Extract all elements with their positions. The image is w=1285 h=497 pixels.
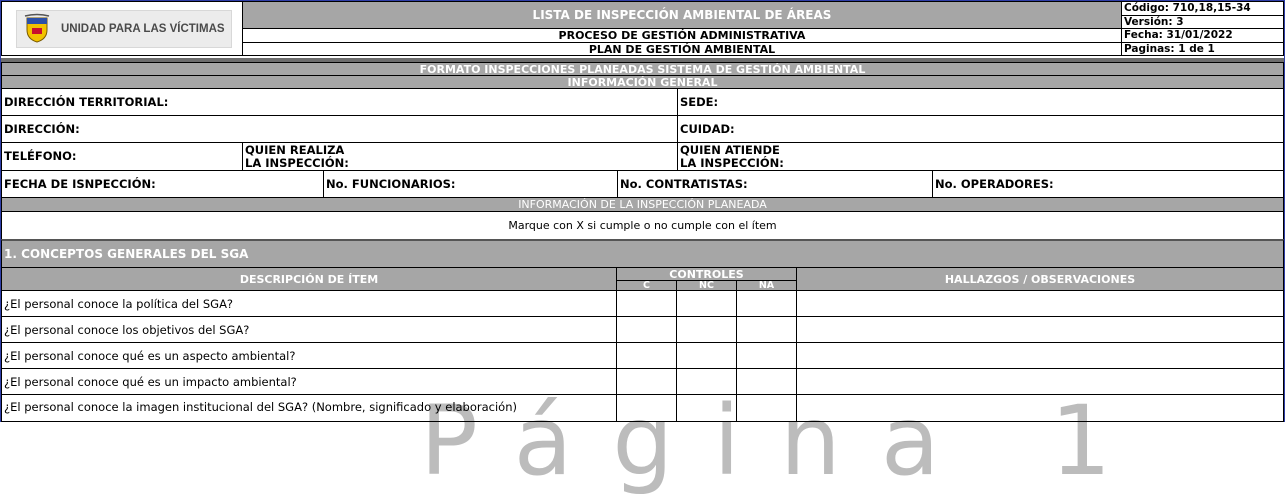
field-fecha-inspeccion[interactable]: FECHA DE ISNPECCIÓN: xyxy=(1,170,324,198)
field-sede[interactable]: SEDE: xyxy=(677,88,1284,116)
col-header-description: DESCRIPCIÓN DE ÍTEM xyxy=(1,267,617,291)
item-row-3: ¿El personal conoce qué es un aspecto ambiental? xyxy=(1,342,617,369)
item-row-1: ¿El personal conoce la política del SGA? xyxy=(1,290,617,317)
item-row-2: ¿El personal conoce los objetivos del SGA? xyxy=(1,316,617,343)
findings-2[interactable] xyxy=(796,316,1284,343)
check-nc-5[interactable] xyxy=(676,394,737,422)
check-nc-1[interactable] xyxy=(676,290,737,317)
col-header-c: C xyxy=(616,280,677,291)
check-c-1[interactable] xyxy=(616,290,677,317)
items-table xyxy=(1,290,1284,422)
check-nc-4[interactable] xyxy=(676,368,737,395)
page-watermark: Página 1 xyxy=(420,385,1152,497)
format-title: FORMATO INSPECCIONES PLANEADAS SISTEMA DE GESTIÓN AMBIENTAL xyxy=(1,62,1284,76)
check-na-5[interactable] xyxy=(736,394,797,422)
plan-name: PLAN DE GESTIÓN AMBIENTAL xyxy=(242,42,1122,56)
inspection-info-title: INFORMACIÓN DE LA INSPECCIÓN PLANEADA xyxy=(1,197,1284,212)
item-row-5: ¿El personal conoce la imagen institucional del SGA? (Nombre, significado y elaboración) xyxy=(1,394,617,422)
field-funcionarios[interactable]: No. FUNCIONARIOS: xyxy=(323,170,618,198)
quien-realiza-line1: QUIEN REALIZA xyxy=(245,143,345,157)
doc-date: Fecha: 31/01/2022 xyxy=(1121,28,1284,43)
quien-atiende-line1: QUIEN ATIENDE xyxy=(680,143,780,157)
field-operadores[interactable]: No. OPERADORES: xyxy=(932,170,1284,198)
field-direccion-territorial[interactable]: DIRECCIÓN TERRITORIAL: xyxy=(1,88,678,116)
section-1-title: 1. CONCEPTOS GENERALES DEL SGA xyxy=(1,239,1284,268)
logo-box xyxy=(16,10,232,48)
check-na-1[interactable] xyxy=(736,290,797,317)
field-contratistas[interactable]: No. CONTRATISTAS: xyxy=(617,170,933,198)
check-c-2[interactable] xyxy=(616,316,677,343)
quien-atiende-line2: LA INSPECCIÓN: xyxy=(680,156,784,170)
field-ciudad[interactable]: CUIDAD: xyxy=(677,115,1284,143)
check-nc-3[interactable] xyxy=(676,342,737,369)
logo-text: UNIDAD PARA LAS VÍCTIMAS xyxy=(61,23,225,35)
logo-cell xyxy=(1,1,243,56)
findings-4[interactable] xyxy=(796,368,1284,395)
general-info-title: INFORMACIÓN GENERAL xyxy=(1,75,1284,89)
doc-version: Versión: 3 xyxy=(1121,15,1284,29)
item-row-4: ¿El personal conoce qué es un impacto ambiental? xyxy=(1,368,617,395)
colombia-shield-icon xyxy=(23,14,51,44)
col-header-nc: NC xyxy=(676,280,737,291)
check-na-3[interactable] xyxy=(736,342,797,369)
check-na-4[interactable] xyxy=(736,368,797,395)
quien-realiza-line2: LA INSPECCIÓN: xyxy=(245,156,349,170)
col-header-na: NA xyxy=(736,280,797,291)
col-header-findings: HALLAZGOS / OBSERVACIONES xyxy=(796,267,1284,291)
doc-code: Código: 710,18,15-34 xyxy=(1121,1,1284,16)
col-header-controls: CONTROLES xyxy=(616,267,797,281)
instruction-text: Marque con X si cumple o no cumple con el ítem xyxy=(1,211,1284,240)
check-c-3[interactable] xyxy=(616,342,677,369)
field-quien-realiza[interactable] xyxy=(242,142,678,171)
process-name: PROCESO DE GESTIÓN ADMINISTRATIVA xyxy=(242,28,1122,43)
findings-1[interactable] xyxy=(796,290,1284,317)
check-c-4[interactable] xyxy=(616,368,677,395)
check-na-2[interactable] xyxy=(736,316,797,343)
field-telefono[interactable]: TELÉFONO: xyxy=(1,142,243,171)
check-c-5[interactable] xyxy=(616,394,677,422)
findings-5[interactable] xyxy=(796,394,1284,422)
doc-pages: Paginas: 1 de 1 xyxy=(1121,42,1284,56)
check-nc-2[interactable] xyxy=(676,316,737,343)
field-direccion[interactable]: DIRECCIÓN: xyxy=(1,115,678,143)
findings-3[interactable] xyxy=(796,342,1284,369)
document-title: LISTA DE INSPECCIÓN AMBIENTAL DE ÁREAS xyxy=(242,1,1122,29)
field-quien-atiende[interactable] xyxy=(677,142,1284,171)
